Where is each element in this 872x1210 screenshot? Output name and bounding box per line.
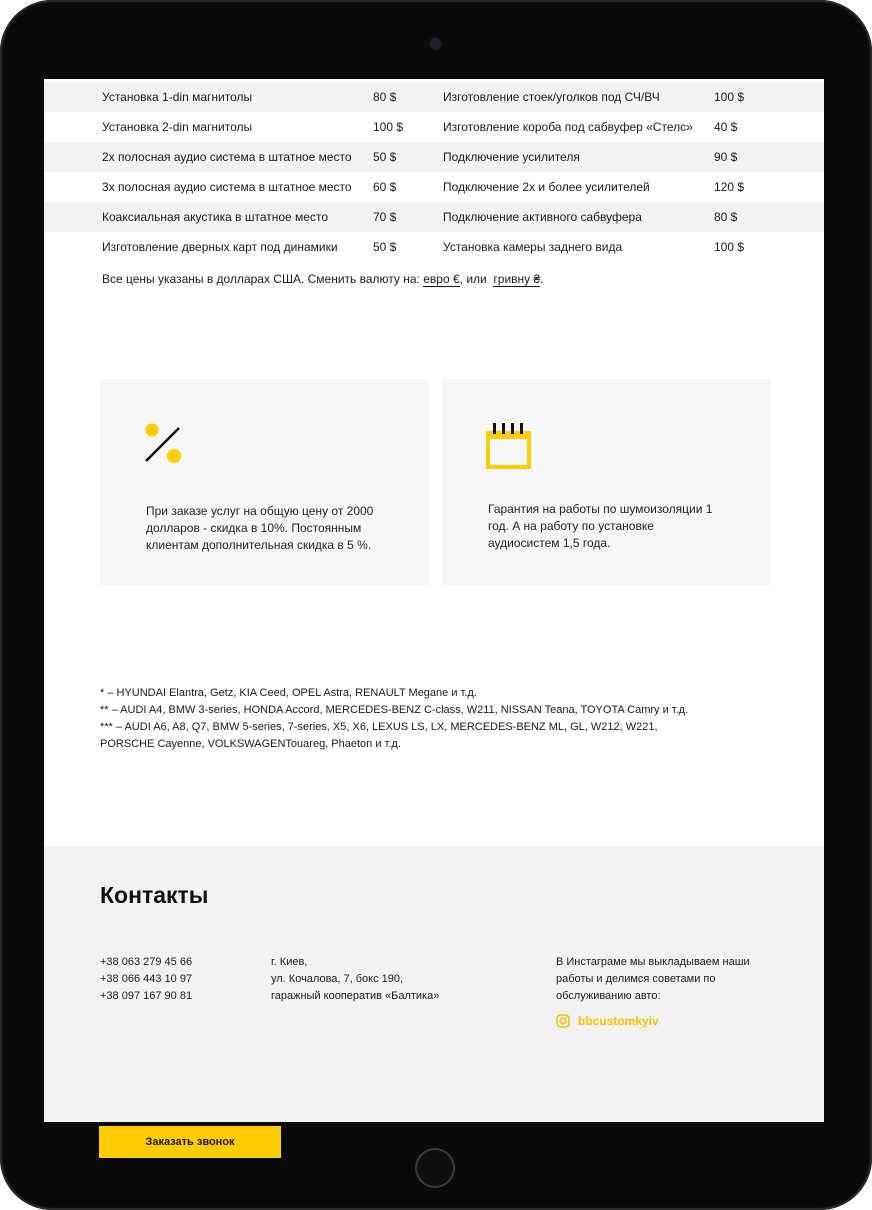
- contacts-section: [44, 846, 824, 1148]
- service-price: 90 $: [714, 150, 738, 164]
- footnote-line: PORSCHE Cayenne, VOLKSWAGENTouareg, Phaeton и т.д.: [100, 738, 401, 750]
- service-price: 80 $: [373, 90, 397, 104]
- currency-euro-link[interactable]: евро €: [423, 272, 460, 286]
- instagram-icon: [556, 1014, 570, 1028]
- service-name: Подключение усилителя: [443, 150, 580, 164]
- contacts-title: Контакты: [100, 882, 209, 908]
- service-price: 50 $: [373, 150, 397, 164]
- footnote-line: * – HYUNDAI Elantra, Getz, KIA Ceed, OPEL Astra, RENAULT Megane и т.д.: [100, 687, 477, 699]
- service-name: Подключение активного сабвуфера: [443, 210, 642, 224]
- service-name: Изготовление стоек/уголков под СЧ/ВЧ: [443, 90, 660, 104]
- service-name: Изготовление короба под сабвуфер «Стелс»: [443, 120, 693, 134]
- footnote-line: ** – AUDI A4, BMW 3-series, HONDA Accord, MERCEDES-BENZ C-class, W211, NISSAN Teana, TOYOTA Camry и т.д.: [100, 704, 689, 716]
- phone-number[interactable]: +38 066 443 10 97: [100, 973, 193, 985]
- currency-separator: , или: [459, 272, 487, 286]
- address-line: ул. Кочалова, 7, бокс 190,: [271, 973, 404, 985]
- price-row: [44, 202, 824, 232]
- price-row: [44, 142, 824, 172]
- price-row: [44, 112, 824, 142]
- instagram-handle: bbcustomkyiv: [578, 1014, 659, 1028]
- service-name: Установка камеры заднего вида: [443, 240, 623, 254]
- price-row: [44, 172, 824, 202]
- price-row: [44, 232, 824, 262]
- service-price: 40 $: [714, 120, 738, 134]
- service-name: Установка 2-din магнитолы: [102, 120, 253, 134]
- currency-uah-link[interactable]: гривну ₴: [493, 272, 541, 286]
- service-price: 60 $: [373, 180, 397, 194]
- home-button[interactable]: [415, 1148, 455, 1188]
- footnote-line: *** – AUDI A6, A8, Q7, BMW 5-series, 7-series, X5, X6, LEXUS LS, LX, MERCEDES-BENZ ML, GL, W212, W221,: [100, 721, 658, 733]
- service-name: 2х полосная аудио система в штатное место: [102, 150, 352, 164]
- percent-icon: [144, 423, 186, 465]
- instagram-link[interactable]: [556, 1014, 659, 1028]
- address: [271, 954, 439, 1005]
- service-price: 80 $: [714, 210, 738, 224]
- discount-text: При заказе услуг на общую цену от 2000 долларов - скидка в 10%. Постоянным клиентам дополнительная скидка в 5 %.: [146, 504, 374, 552]
- car-class-footnotes: [100, 685, 688, 753]
- currency-note-text: Все цены указаны в долларах США. Сменить валюту на:: [102, 272, 420, 286]
- service-name: 3х полосная аудио система в штатное место: [102, 180, 352, 194]
- phone-number[interactable]: +38 063 279 45 66: [100, 956, 193, 968]
- instagram-description: В Инстаграме мы выкладываем наши работы и делимся советами по обслуживанию авто:: [556, 956, 750, 1002]
- service-name: Установка 1-din магнитолы: [102, 90, 253, 104]
- warranty-text: Гарантия на работы по шумоизоляции 1 год. А на работу по установке аудиосистем 1,5 года.: [488, 502, 713, 550]
- price-table: [44, 82, 824, 262]
- service-price: 100 $: [373, 120, 404, 134]
- order-callback-button[interactable]: Заказать звонок: [99, 1126, 281, 1158]
- phone-list: [100, 954, 192, 1005]
- currency-note-end: .: [540, 272, 544, 286]
- service-name: Изготовление дверных карт под динамики: [102, 240, 338, 254]
- service-name: Подключение 2х и более усилителей: [443, 180, 650, 194]
- service-price: 50 $: [373, 240, 397, 254]
- currency-note: [102, 272, 544, 286]
- service-price: 100 $: [714, 90, 745, 104]
- service-name: Коаксиальная акустика в штатное место: [102, 210, 329, 224]
- discount-card: [100, 379, 429, 585]
- screen: [44, 79, 824, 1148]
- service-price: 120 $: [714, 180, 745, 194]
- calendar-icon: [486, 423, 532, 471]
- address-line: г. Киев,: [271, 956, 308, 968]
- service-price: 100 $: [714, 240, 745, 254]
- phone-number[interactable]: +38 097 167 90 81: [100, 990, 193, 1002]
- price-row: [44, 82, 824, 112]
- warranty-card: [442, 379, 771, 585]
- service-price: 70 $: [373, 210, 397, 224]
- front-camera: [430, 38, 441, 49]
- address-line: гаражный кооператив «Балтика»: [271, 990, 440, 1002]
